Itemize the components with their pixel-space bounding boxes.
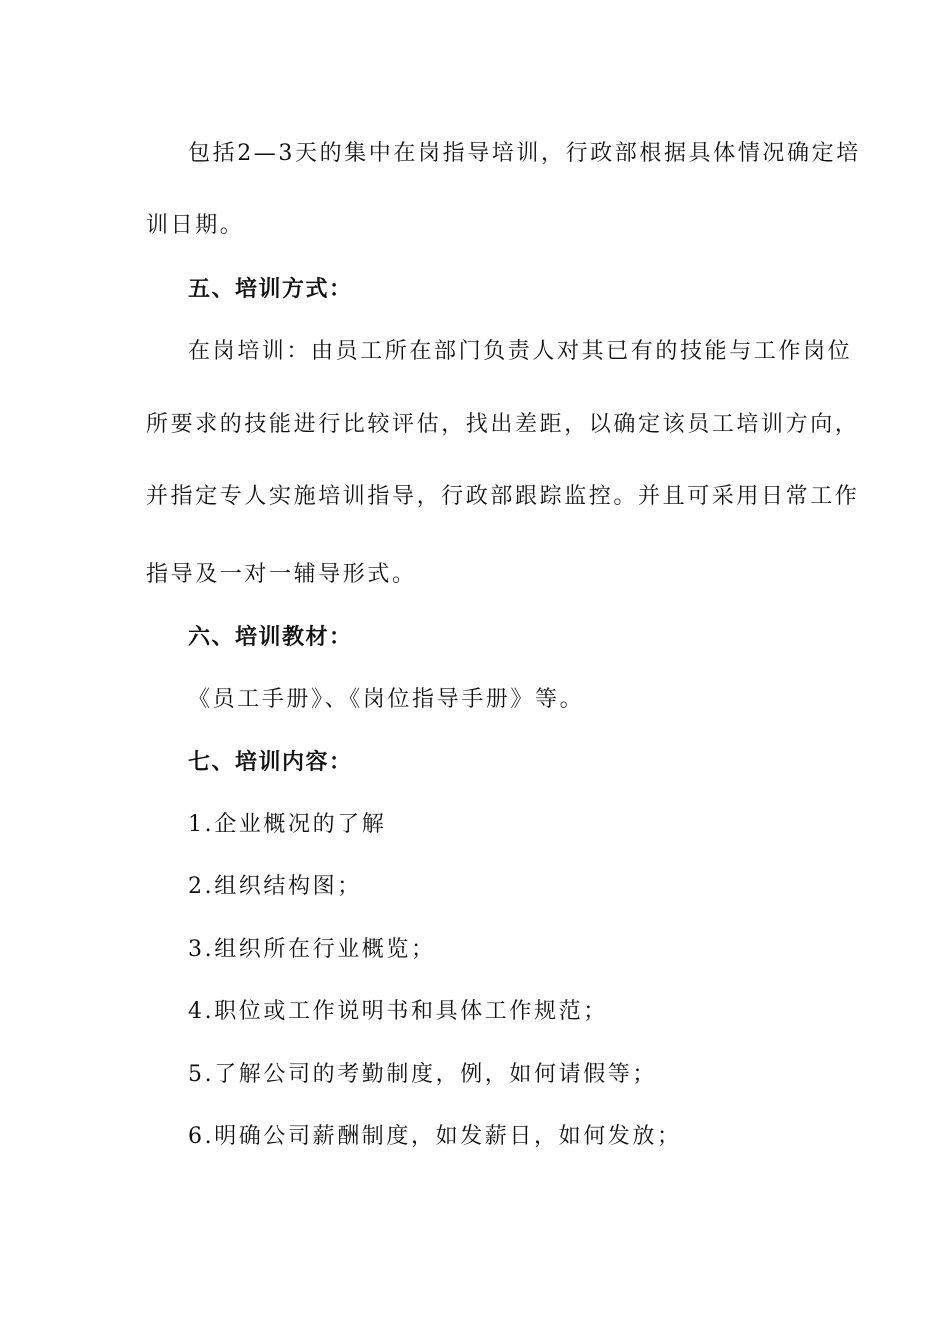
paragraph-training-materials: 《员工手册》、《岗位指导手册》等。 xyxy=(188,687,585,712)
list-item-content-2: 2.组织结构图； xyxy=(188,874,362,899)
list-item-content-5: 5.了解公司的考勤制度，例，如何请假等； xyxy=(188,1062,657,1087)
paragraph-training-method-line-3: 并指定专人实施培训指导，行政部跟踪监控。并且可采用日常工作 xyxy=(146,484,860,509)
list-item-content-1: 1.企业概况的了解 xyxy=(188,812,387,837)
paragraph-training-method-line-4: 指导及一对一辅导形式。 xyxy=(146,562,417,587)
list-item-content-3: 3.组织所在行业概览； xyxy=(188,937,436,962)
heading-training-content: 七、培训内容： xyxy=(188,749,353,775)
paragraph-training-method-line-1: 在岗培训：由员工所在部门负责人对其已有的技能与工作岗位 xyxy=(188,339,853,364)
heading-training-materials: 六、培训教材： xyxy=(188,624,353,650)
list-item-content-4: 4.职位或工作说明书和具体工作规范； xyxy=(188,999,608,1024)
paragraph-training-period-line-1: 包括2—3天的集中在岗指导培训，行政部根据具体情况确定培 xyxy=(188,141,861,166)
heading-training-method: 五、培训方式： xyxy=(188,276,353,302)
paragraph-training-method-line-2: 所要求的技能进行比较评估，找出差距，以确定该员工培训方向， xyxy=(146,412,860,437)
paragraph-training-period-line-2: 训日期。 xyxy=(146,213,245,238)
list-item-content-6: 6.明确公司薪酬制度，如发薪日，如何发放； xyxy=(188,1124,682,1149)
